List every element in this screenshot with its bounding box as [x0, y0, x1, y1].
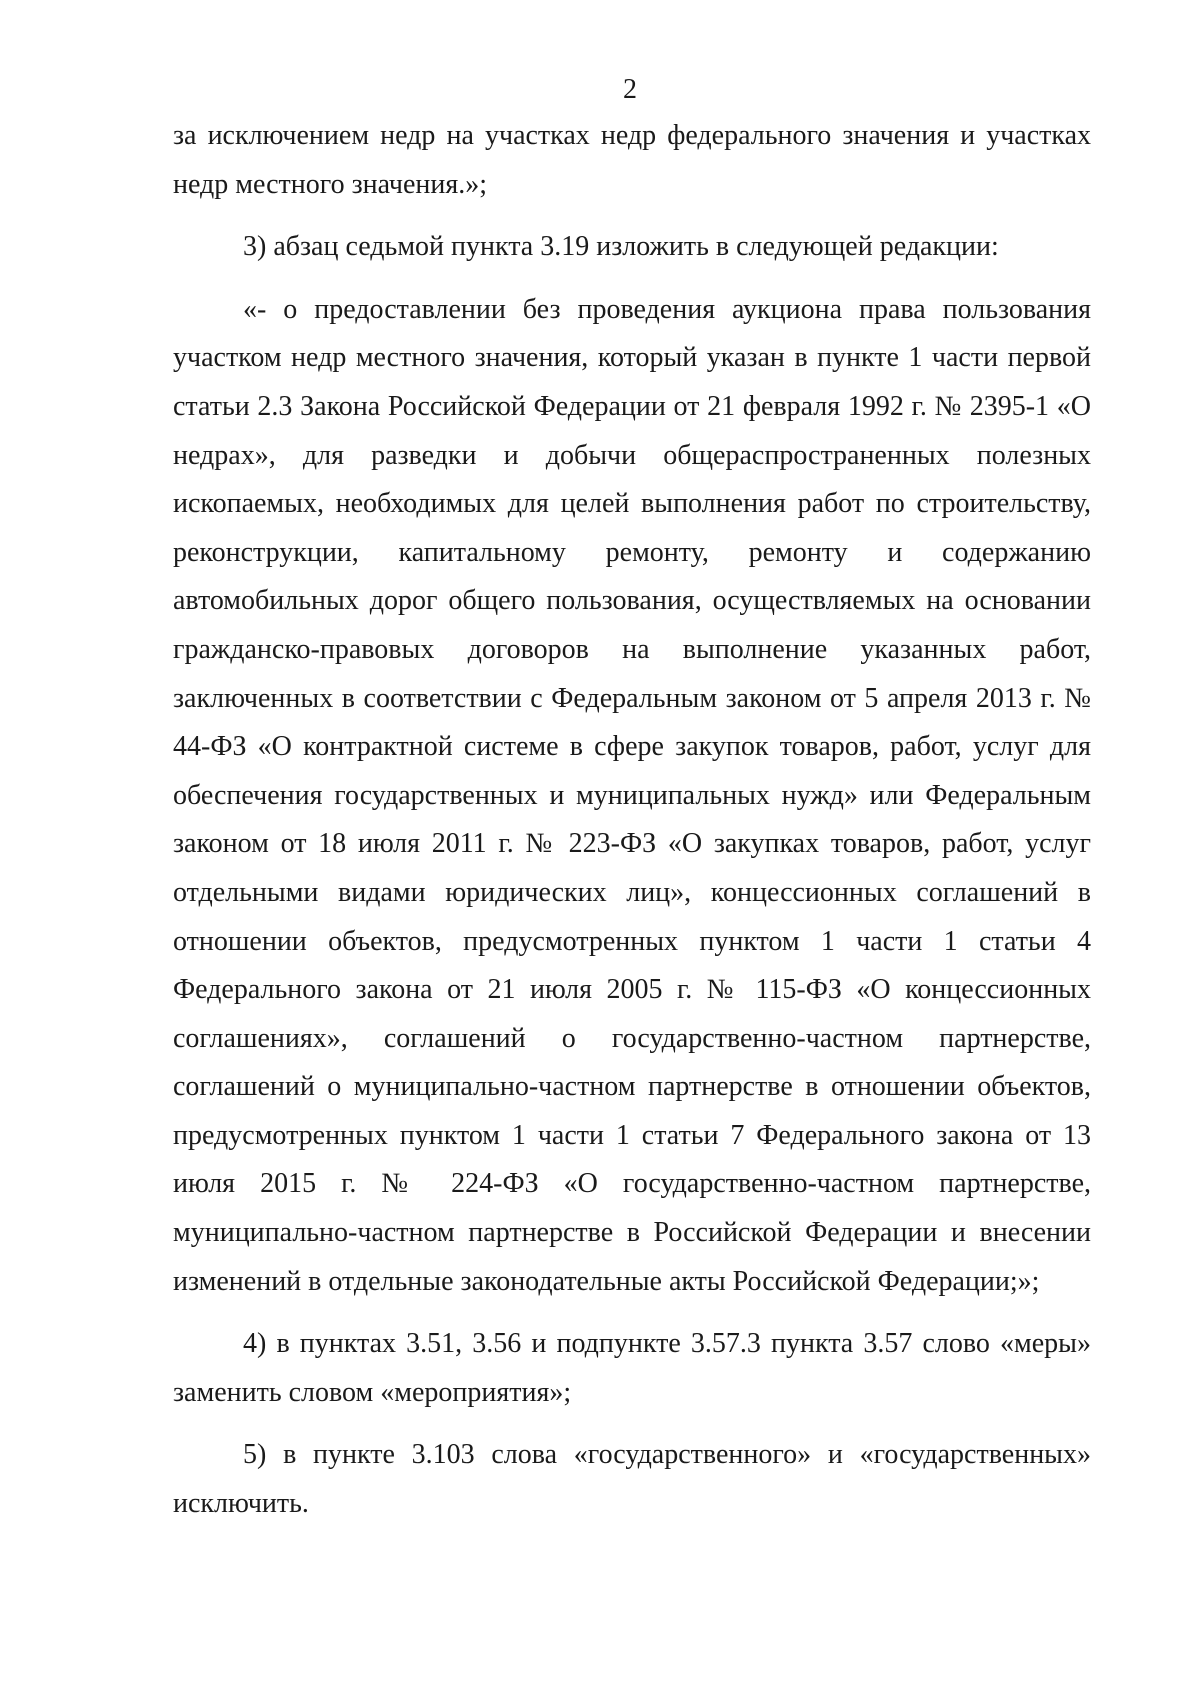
document-body: [173, 112, 1091, 1529]
paragraph-continuation: за исключением недр на участках недр федерального значения и участках недр местного значения.»;: [173, 120, 1091, 200]
paragraph-quoted-text: «- о предоставлении без проведения аукциона права пользования участком недр местного значения, который указан в пункте 1 части первой статьи 2.3 Закона Российской Федерации от 21 февраля 1992 г. № 2395-1 «О недрах», для разведки и добычи общераспространенных полезных ископаемых, необходимых для целей выполнения работ по строительству, реконструкции, капитальному ремонту, ремонту и содержанию автомобильных дорог общего пользования, осуществляемых на основании гражданско-правовых договоров на выполнение указанных работ, заключенных в соответствии с Федеральным законом от 5 апреля 2013 г. № 44-ФЗ «О контрактной системе в сфере закупок товаров, работ, услуг для обеспечения государственных и муниципальных нужд» или Федеральным законом от 18 июля 2011 г. № 223-ФЗ «О закупках товаров, работ, услуг отдельными видами юридических лиц», концессионных соглашений в отношении объектов, предусмотренных пунктом 1 части 1 статьи 4 Федерального закона от 21 июля 2005 г. № 115-ФЗ «О концессионных соглашениях», соглашений о государственно-частном партнерстве, соглашений о муниципально-частном партнерстве в отношении объектов, предусмотренных пунктом 1 части 1 статьи 7 Федерального закона от 13 июля 2015 г. № 224-ФЗ «О государственно-частном партнерстве, муниципально-частном партнерстве в Российской Федерации и внесении изменений в отдельные законодательные акты Российской Федерации;»;: [173, 293, 1091, 1297]
paragraph-item-3: 3) абзац седьмой пункта 3.19 изложить в следующей редакции:: [243, 231, 999, 263]
paragraph-item-4: 4) в пунктах 3.51, 3.56 и подпункте 3.57.3 пункта 3.57 слово «меры» заменить словом «мероприятия»;: [173, 1328, 1091, 1408]
paragraph-item-5: 5) в пункте 3.103 слова «государственного» и «государственных» исключить.: [173, 1439, 1091, 1520]
page-number: 2: [623, 74, 637, 105]
